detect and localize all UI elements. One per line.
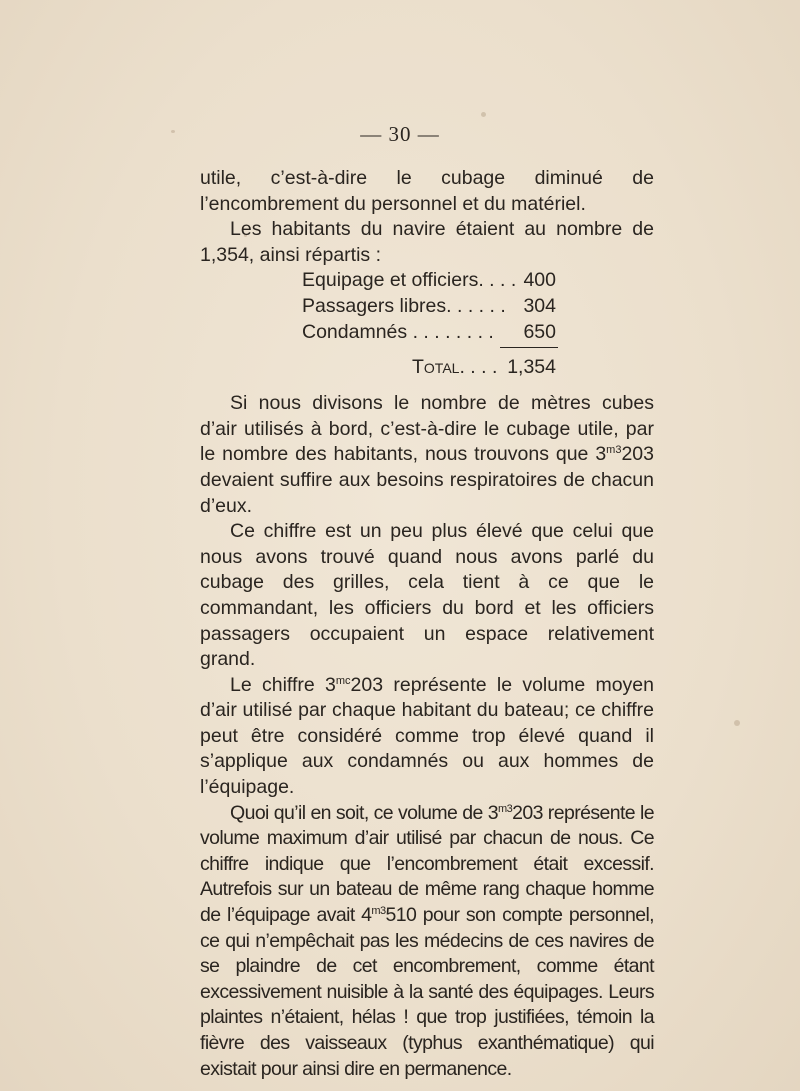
paragraph-continuation: utile, c’est-à-dire le cubage diminué de l’encombrement du personnel et du matériel. — [200, 167, 654, 215]
unit-superscript: mc — [335, 674, 351, 687]
row-value: 650 — [523, 320, 556, 343]
page-number: — 30 — — [360, 122, 440, 146]
paragraph-inhabitants: Les habitants du navire étaient au nombre de 1,354, ainsi répartis : — [200, 218, 654, 266]
sum-rule — [200, 345, 654, 355]
text-run: Le chiffre 3 — [230, 673, 336, 696]
text-run: 203 représente le volume moyen d’air utilisé par chaque habitant du bateau; ce chiffre peut être considéré comme trop élevé quand il s’applique aux condamnés ou aux hommes de l’équipage. — [200, 673, 654, 799]
row-value: 400 — [523, 269, 556, 292]
row-label: Passagers libres. . . . . . — [302, 294, 506, 317]
sum-line — [500, 347, 558, 348]
text-run: Si nous divisons le nombre de mètres cubes d’air utilisés à bord, c’est-à-dire le cubage utile, par le nombre des habitants, nous trouvons que 3 — [200, 392, 654, 466]
row-value: 304 — [523, 294, 556, 317]
paragraph-average — [200, 673, 654, 801]
paragraph-volume — [200, 391, 654, 519]
row-label: Equipage et officiers. . . . — [302, 269, 517, 292]
unit-superscript: m3 — [606, 444, 622, 457]
text-run: Quoi qu’il en soit, ce volume de 3 — [230, 801, 498, 824]
table-row — [200, 268, 654, 294]
unit-superscript: m3 — [498, 802, 513, 815]
total-row — [200, 355, 654, 383]
paper-speck — [734, 720, 740, 726]
paragraph-comparison: Ce chiffre est un peu plus élevé que celui que nous avons trouvé quand nous avons parlé du cubage des grilles, cela tient à ce que le commandant, les officiers du bord et les officiers passagers occupaient un espace relativement grand. — [200, 520, 654, 671]
text-run: 203 devaient suffire aux besoins respiratoires de chacun d’eux. — [200, 443, 654, 517]
text-run: 203 représente le volume maximum d’air utilisé par chacun de nous. Ce chiffre indique que l’encombrement était excessif. Autrefois sur un bateau de même rang chaque homme de l’équipage avait 4 — [200, 801, 654, 927]
text-run: 510 pour son compte personnel, ce qui n’empêchait pas les médecins de ces navires de se plaindre de cet encombrement, comme étant excessivement nuisible à la santé des équipages. Leurs plaintes n’étaient, hélas ! que trop justifiées, témoin la fièvre des vaisseaux (typhus exanthématique) qui existait pour ainsi dire en permanence. — [200, 904, 654, 1080]
row-label: Condamnés . . . . . . . . — [302, 320, 494, 343]
inhabitants-table — [200, 268, 654, 383]
total-value: 1,354 — [507, 356, 556, 379]
body-text — [200, 166, 654, 1082]
unit-superscript: m3 — [371, 905, 386, 918]
total-label: Total. . . . — [412, 356, 498, 379]
table-row — [200, 294, 654, 320]
table-row — [200, 320, 654, 346]
paragraph-maximum — [200, 801, 654, 1083]
paper-speck — [481, 112, 486, 117]
